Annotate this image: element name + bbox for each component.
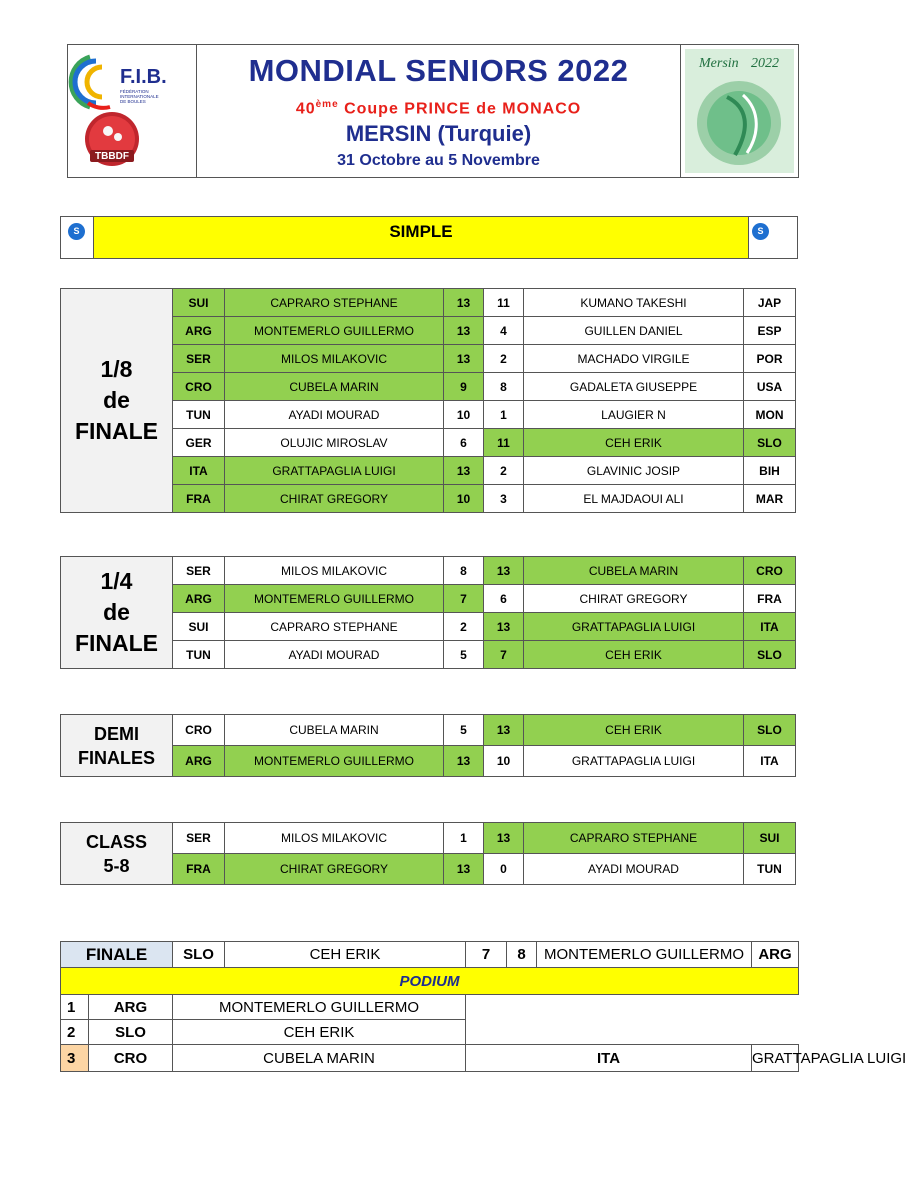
player-1: CUBELA MARIN — [225, 373, 444, 401]
score-1: 13 — [444, 457, 484, 485]
round-label — [61, 715, 173, 777]
event-edition: 40ème Coupe PRINCE de MONACO — [295, 99, 582, 118]
logo-cell — [68, 45, 197, 177]
score-1: 10 — [444, 485, 484, 513]
podium-name: CEH ERIK — [173, 1020, 466, 1045]
score-1: 8 — [444, 557, 484, 585]
event-location: MERSIN (Turquie) — [345, 121, 532, 146]
event-title: MONDIAL SENIORS 2022 — [248, 53, 629, 88]
podium-country: CRO — [89, 1045, 173, 1072]
player-2: GLAVINIC JOSIP — [524, 457, 744, 485]
player-1: CHIRAT GREGORY — [225, 854, 444, 885]
svg-text:TBBDF: TBBDF — [95, 151, 129, 162]
final-row — [61, 942, 799, 968]
player-2: KUMANO TAKESHI — [524, 289, 744, 317]
event-header — [67, 44, 799, 178]
podium-rank: 2 — [61, 1020, 89, 1045]
round-label-line: de — [103, 387, 130, 413]
simple-badge-icon: S — [68, 223, 85, 240]
country-1: ITA — [173, 457, 225, 485]
round-label-line: DEMI — [94, 723, 139, 744]
score-2: 0 — [484, 854, 524, 885]
podium-name: GRATTAPAGLIA LUIGI — [752, 1045, 799, 1072]
player-2: GRATTAPAGLIA LUIGI — [524, 613, 744, 641]
country-1: ARG — [173, 585, 225, 613]
score-1: 9 — [444, 373, 484, 401]
country-1: CRO — [173, 373, 225, 401]
country-1: SER — [173, 557, 225, 585]
country-1: SUI — [173, 289, 225, 317]
final-player-2: MONTEMERLO GUILLERMO — [537, 942, 752, 968]
player-2: GRATTAPAGLIA LUIGI — [524, 746, 744, 777]
quarter-final-table — [60, 556, 796, 669]
score-1: 13 — [444, 854, 484, 885]
score-1: 13 — [444, 317, 484, 345]
country-1: TUN — [173, 641, 225, 669]
match-row — [61, 823, 796, 854]
player-1: OLUJIC MIROSLAV — [225, 429, 444, 457]
score-2: 11 — [484, 289, 524, 317]
score-2: 6 — [484, 585, 524, 613]
round-label-line: 5-8 — [103, 855, 130, 876]
semi-final-table — [60, 714, 796, 777]
final-country-1: SLO — [173, 942, 225, 968]
podium-country: ARG — [89, 995, 173, 1020]
country-1: GER — [173, 429, 225, 457]
final-country-2: ARG — [752, 942, 799, 968]
match-row — [61, 557, 796, 585]
country-2: MON — [744, 401, 796, 429]
score-1: 7 — [444, 585, 484, 613]
country-2: CRO — [744, 557, 796, 585]
podium-country: ITA — [466, 1045, 752, 1072]
podium-blank — [466, 995, 799, 1045]
player-1: AYADI MOURAD — [225, 641, 444, 669]
score-2: 13 — [484, 557, 524, 585]
mersin-2022-logo — [681, 45, 798, 177]
final-score-2: 8 — [507, 942, 537, 968]
score-1: 5 — [444, 641, 484, 669]
svg-text:FÉDÉRATION: FÉDÉRATION — [120, 89, 149, 94]
event-dates: 31 Octobre au 5 Novembre — [337, 152, 540, 169]
country-1: FRA — [173, 485, 225, 513]
round-label-line: CLASS — [85, 831, 147, 852]
round-label — [61, 289, 173, 513]
country-2: MAR — [744, 485, 796, 513]
podium-row-3 — [61, 1045, 799, 1072]
country-1: FRA — [173, 854, 225, 885]
player-1: MILOS MILAKOVIC — [225, 823, 444, 854]
round-label-line: FINALE — [74, 630, 159, 656]
player-1: CUBELA MARIN — [225, 715, 444, 746]
player-2: CUBELA MARIN — [524, 557, 744, 585]
svg-text:Mersin: Mersin — [699, 56, 739, 71]
score-1: 13 — [444, 345, 484, 373]
match-row — [61, 289, 796, 317]
country-1: SUI — [173, 613, 225, 641]
score-2: 8 — [484, 373, 524, 401]
score-2: 11 — [484, 429, 524, 457]
podium-rank: 3 — [61, 1045, 89, 1072]
podium-header-row — [61, 968, 799, 995]
score-2: 13 — [484, 613, 524, 641]
country-2: ESP — [744, 317, 796, 345]
final-label: FINALE — [61, 942, 173, 968]
score-1: 6 — [444, 429, 484, 457]
round-of-16-table — [60, 288, 796, 513]
country-2: SLO — [744, 715, 796, 746]
score-2: 7 — [484, 641, 524, 669]
score-1: 2 — [444, 613, 484, 641]
round-label-line: 1/4 — [100, 568, 133, 594]
podium-row-1 — [61, 995, 799, 1020]
score-2: 13 — [484, 715, 524, 746]
round-label-line: 1/8 — [100, 356, 133, 382]
player-2: GUILLEN DANIEL — [524, 317, 744, 345]
score-2: 4 — [484, 317, 524, 345]
player-1: CAPRARO STEPHANE — [225, 613, 444, 641]
player-2: CEH ERIK — [524, 715, 744, 746]
score-2: 2 — [484, 457, 524, 485]
player-1: MONTEMERLO GUILLERMO — [225, 317, 444, 345]
player-1: GRATTAPAGLIA LUIGI — [225, 457, 444, 485]
country-2: FRA — [744, 585, 796, 613]
round-label-line: de — [103, 599, 130, 625]
country-1: ARG — [173, 317, 225, 345]
player-2: AYADI MOURAD — [524, 854, 744, 885]
country-1: ARG — [173, 746, 225, 777]
score-2: 2 — [484, 345, 524, 373]
podium-rank: 1 — [61, 995, 89, 1020]
country-2: JAP — [744, 289, 796, 317]
country-2: SLO — [744, 641, 796, 669]
player-2: CEH ERIK — [524, 641, 744, 669]
podium-title: PODIUM — [61, 968, 799, 995]
round-label — [61, 557, 173, 669]
simple-badge-icon: S — [752, 223, 769, 240]
player-1: AYADI MOURAD — [225, 401, 444, 429]
score-1: 13 — [444, 289, 484, 317]
player-1: MONTEMERLO GUILLERMO — [225, 746, 444, 777]
player-1: CHIRAT GREGORY — [225, 485, 444, 513]
player-1: MONTEMERLO GUILLERMO — [225, 585, 444, 613]
svg-text:2000: 2000 — [107, 165, 117, 170]
player-2: CAPRARO STEPHANE — [524, 823, 744, 854]
category-banner — [60, 216, 798, 259]
country-2: TUN — [744, 854, 796, 885]
svg-text:DE BOULES: DE BOULES — [120, 99, 146, 104]
player-2: GADALETA GIUSEPPE — [524, 373, 744, 401]
player-2: LAUGIER N — [524, 401, 744, 429]
player-1: MILOS MILAKOVIC — [225, 345, 444, 373]
score-1: 13 — [444, 746, 484, 777]
podium-name: MONTEMERLO GUILLERMO — [173, 995, 466, 1020]
country-1: SER — [173, 823, 225, 854]
final-player-1: CEH ERIK — [225, 942, 466, 968]
score-2: 3 — [484, 485, 524, 513]
svg-text:F.I.B.: F.I.B. — [120, 66, 167, 88]
country-1: SER — [173, 345, 225, 373]
country-1: CRO — [173, 715, 225, 746]
match-row — [61, 715, 796, 746]
fib-tbbdf-logo — [68, 45, 196, 177]
country-2: SLO — [744, 429, 796, 457]
player-2: CHIRAT GREGORY — [524, 585, 744, 613]
score-2: 13 — [484, 823, 524, 854]
country-2: ITA — [744, 613, 796, 641]
round-label-line: FINALES — [77, 747, 155, 768]
score-2: 1 — [484, 401, 524, 429]
round-label — [61, 823, 173, 885]
country-2: USA — [744, 373, 796, 401]
country-2: ITA — [744, 746, 796, 777]
country-1: TUN — [173, 401, 225, 429]
score-1: 10 — [444, 401, 484, 429]
score-1: 5 — [444, 715, 484, 746]
country-2: POR — [744, 345, 796, 373]
svg-text:INTERNATIONALE: INTERNATIONALE — [120, 94, 159, 99]
player-2: EL MAJDAOUI ALI — [524, 485, 744, 513]
score-2: 10 — [484, 746, 524, 777]
svg-text:2022: 2022 — [751, 56, 779, 71]
score-1: 1 — [444, 823, 484, 854]
podium-country: SLO — [89, 1020, 173, 1045]
player-1: CAPRARO STEPHANE — [225, 289, 444, 317]
round-label-line: FINALE — [74, 418, 159, 444]
player-1: MILOS MILAKOVIC — [225, 557, 444, 585]
final-podium-table — [60, 941, 906, 1072]
podium-name: CUBELA MARIN — [173, 1045, 466, 1072]
player-2: CEH ERIK — [524, 429, 744, 457]
country-2: BIH — [744, 457, 796, 485]
category-title: SIMPLE — [93, 217, 749, 258]
class-5-8-table — [60, 822, 796, 885]
final-score-1: 7 — [466, 942, 507, 968]
country-2: SUI — [744, 823, 796, 854]
player-2: MACHADO VIRGILE — [524, 345, 744, 373]
mersin-logo-cell — [680, 45, 798, 177]
